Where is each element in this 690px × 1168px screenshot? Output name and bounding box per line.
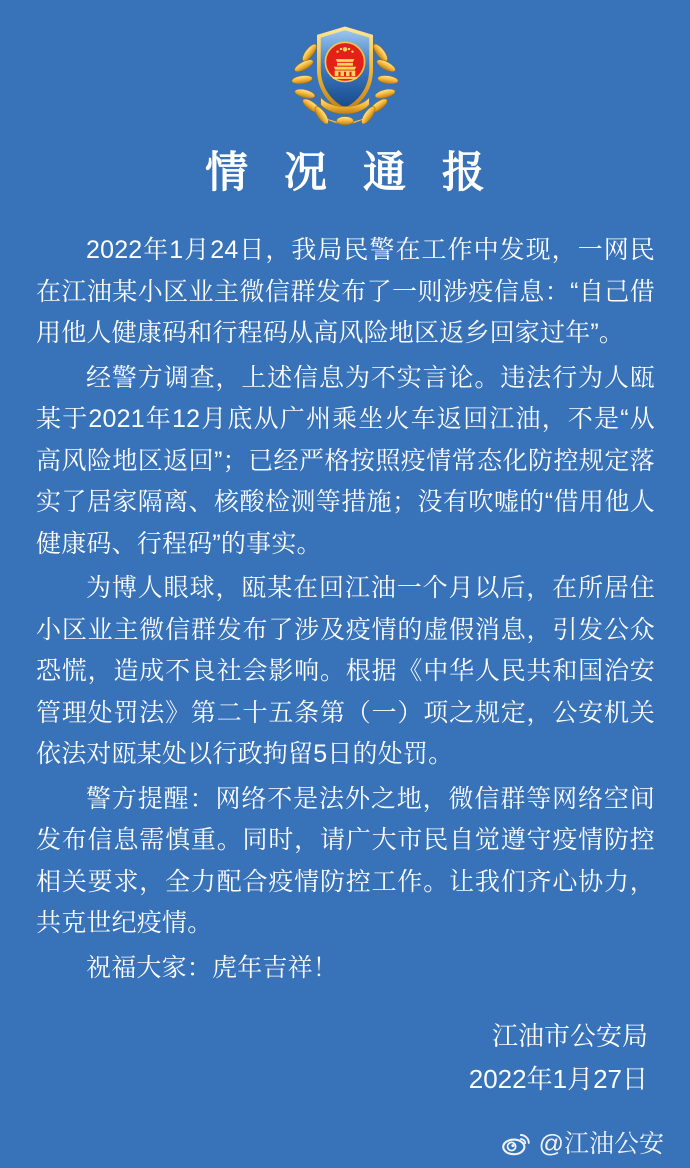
notice-title: 情 况 通 报	[205, 149, 497, 197]
police-badge-icon	[289, 17, 401, 133]
signature-date: 2022年1月27日	[468, 1064, 648, 1094]
weibo-icon	[501, 1129, 531, 1156]
notice-paragraph-1: 2022年1月24日，我局民警在工作中发现，一网民在江油某小区业主微信群发布了一则涉疫信息：“自己借用他人健康码和行程码从高风险地区返乡回家过年”。	[36, 236, 655, 347]
notice-body	[36, 230, 655, 989]
watermark-handle: @江油公安	[538, 1130, 664, 1158]
signature-block	[0, 1015, 648, 1101]
weibo-watermark	[501, 1124, 664, 1160]
notice-paragraph-5: 祝福大家：虎年吉祥！	[86, 953, 339, 982]
police-notice	[0, 17, 690, 1158]
signature-organization: 江油市公安局	[491, 1021, 648, 1051]
notice-paragraph-4: 警方提醒：网络不是法外之地，微信群等网络空间发布信息需慎重。同时，请广大市民自觉遵守疫情防控相关要求，全力配合疫情防控工作。让我们齐心协力，共克世纪疫情。	[36, 784, 655, 937]
notice-paragraph-2: 经警方调查，上述信息为不实言论。违法行为人瓯某于2021年12月底从广州乘坐火车返回江油，不是“从高风险地区返回”；已经严格按照疫情常态化防控规定落实了居家隔离、核酸检测等措施；没有吹嘘的“借用他人健康码、行程码”的事实。	[36, 363, 655, 558]
notice-paragraph-3: 为博人眼球，瓯某在回江油一个月以后，在所居住小区业主微信群发布了涉及疫情的虚假消息，引发公众恐慌，造成不良社会影响。根据《中华人民共和国治安管理处罚法》第二十五条第（一）项之规定，公安机关依法对瓯某处以行政拘留5日的处罚。	[36, 574, 655, 768]
